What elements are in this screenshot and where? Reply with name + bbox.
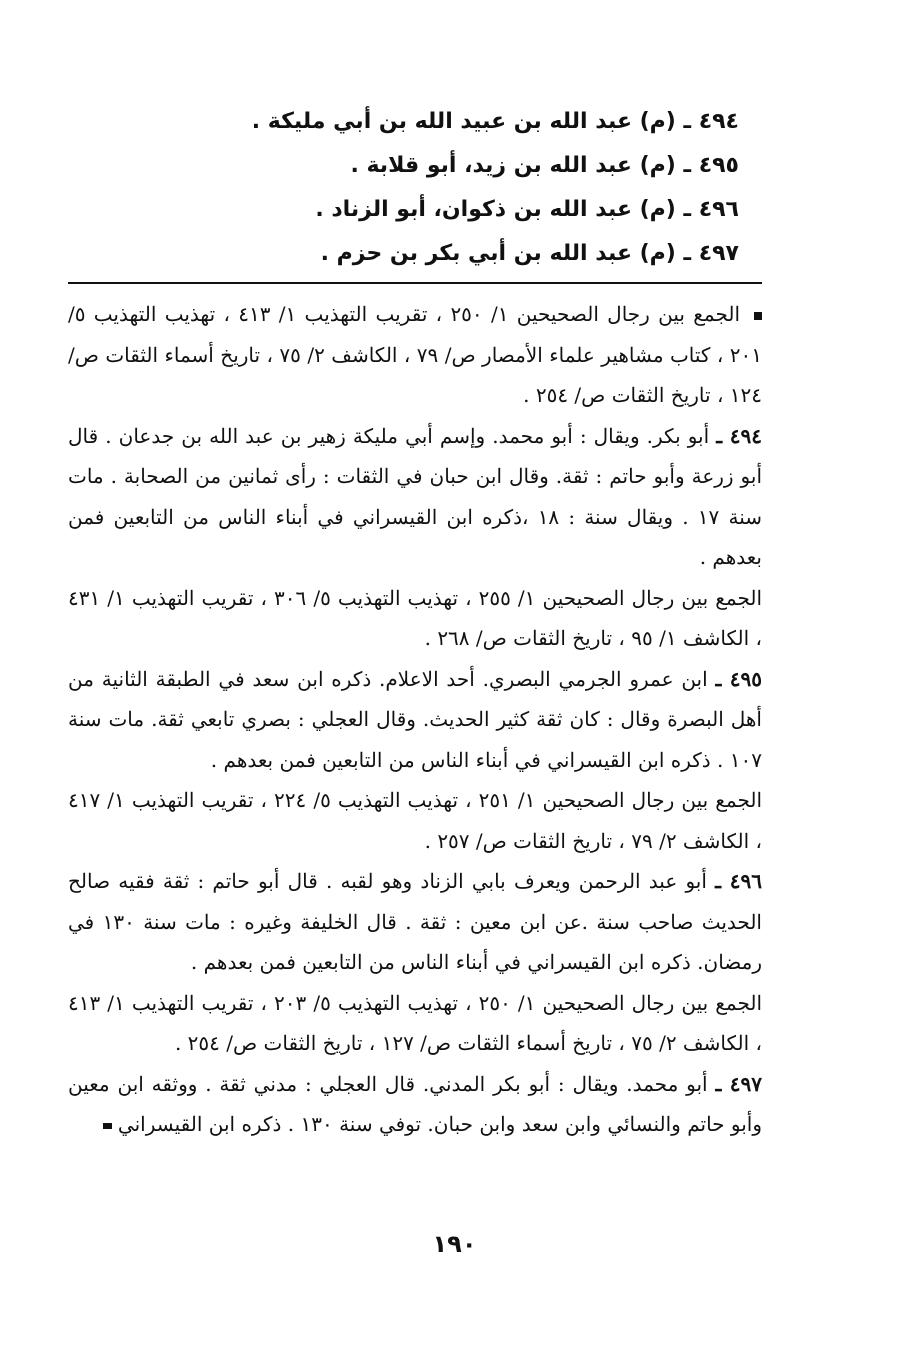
page-number: ١٩٠ <box>432 1230 477 1258</box>
note-refs-496: الجمع بين رجال الصحيحين ١/ ٢٥٠ ، تهذيب التهذيب ٥/ ٢٠٣ ، تقريب التهذيب ١/ ٤١٣ ، الكاشف ٢/ ٧٥ ، تاريخ أسماء الثقات ص/ ١٢٧ ، تاريخ الثقات ص/ ٢٥٤ . <box>68 990 763 1055</box>
entry-497: ٤٩٧ ـ (م) عبد الله بن أبي بكر بن حزم . <box>320 241 739 266</box>
note-text-496: أبو عبد الرحمن ويعرف بابي الزناد وهو لقبه . قال أبو حاتم : ثقة فقيه صالح الحديث صاحب سنة .عن ابن معين : ثقة . قال الخليفة وغيره : مات سنة ١٣٠ في رمضان. ذكره ابن القيسراني في أبناء الناس من التابعين فمن بعدهم . <box>68 869 762 974</box>
entry-496: ٤٩٦ ـ (م) عبد الله بن ذكوان، أبو الزناد . <box>315 197 739 222</box>
note-text-494: أبو بكر. ويقال : أبو محمد. وإسم أبي مليكة زهير بن عبد الله بن جدعان . قال أبو زرعة وأبو حاتم : ثقة. وقال ابن حبان في الثقات : رأى ثمانين من الصحابة . مات سنة ١٧ . ويقال سنة : ١٨ ،ذكره ابن القيسراني في أبناء الناس من التابعين فمن بعدهم . <box>68 423 762 569</box>
note-general: الجمع بين رجال الصحيحين ١/ ٢٥٠ ، تقريب التهذيب ١/ ٤١٣ ، تهذيب التهذيب ٥/ ٢٠١ ، كتاب مشاهير علماء الأمصار ص/ ٧٩ ، الكاشف ٢/ ٧٥ ، تاريخ أسماء الثقات ص/١٢٤ ، تاريخ الثقات ص/ ٢٥٤ . <box>68 302 762 407</box>
note-495 <box>68 659 762 862</box>
footnote-separator <box>68 282 762 284</box>
footnotes <box>68 294 762 1145</box>
note-number-497: ٤٩٧ ـ <box>715 1071 763 1096</box>
end-mark <box>103 1123 112 1129</box>
note-text-497: أبو محمد. ويقال : أبو بكر المدني. قال العجلي : مدني ثقة . ووثقه ابن معين وأبو حاتم والنسائي وابن سعد وابن حبان. توفي سنة ١٣٠ . ذكره ابن القيسراني <box>68 1071 762 1136</box>
note-refs-495: الجمع بين رجال الصحيحين ١/ ٢٥١ ، تهذيب التهذيب ٥/ ٢٢٤ ، تقريب التهذيب ١/ ٤١٧ ، الكاشف ٢/ ٧٩ ، تاريخ الثقات ص/ ٢٥٧ . <box>68 788 763 853</box>
note-number-494: ٤٩٤ ـ <box>716 423 763 448</box>
bullet-mark <box>754 312 762 320</box>
note-number-495: ٤٩٥ ـ <box>715 666 763 691</box>
entry-495: ٤٩٥ ـ (م) عبد الله بن زيد، أبو قلابة . <box>350 153 739 178</box>
note-text-495: ابن عمرو الجرمي البصري. أحد الاعلام. ذكره ابن سعد في الطبقة الثانية من أهل البصرة وقال : كان ثقة كثير الحديث. وقال العجلي : بصري تابعي ثقة. مات سنة ١٠٧ . ذكره ابن القيسراني في أبناء الناس من التابعين فمن بعدهم . <box>68 666 762 772</box>
note-number-496: ٤٩٦ ـ <box>715 869 763 893</box>
note-refs-494: الجمع بين رجال الصحيحين ١/ ٢٥٥ ، تهذيب التهذيب ٥/ ٣٠٦ ، تقريب التهذيب ١/ ٤٣١ ، الكاشف ١/ ٩٥ ، تاريخ الثقات ص/ ٢٦٨ . <box>68 585 763 650</box>
note-497 <box>68 1064 762 1145</box>
entries-list <box>179 100 739 276</box>
note-494 <box>68 416 762 659</box>
entry-494: ٤٩٤ ـ (م) عبد الله بن عبيد الله بن أبي مليكة . <box>251 109 739 134</box>
note-496 <box>68 861 762 1064</box>
